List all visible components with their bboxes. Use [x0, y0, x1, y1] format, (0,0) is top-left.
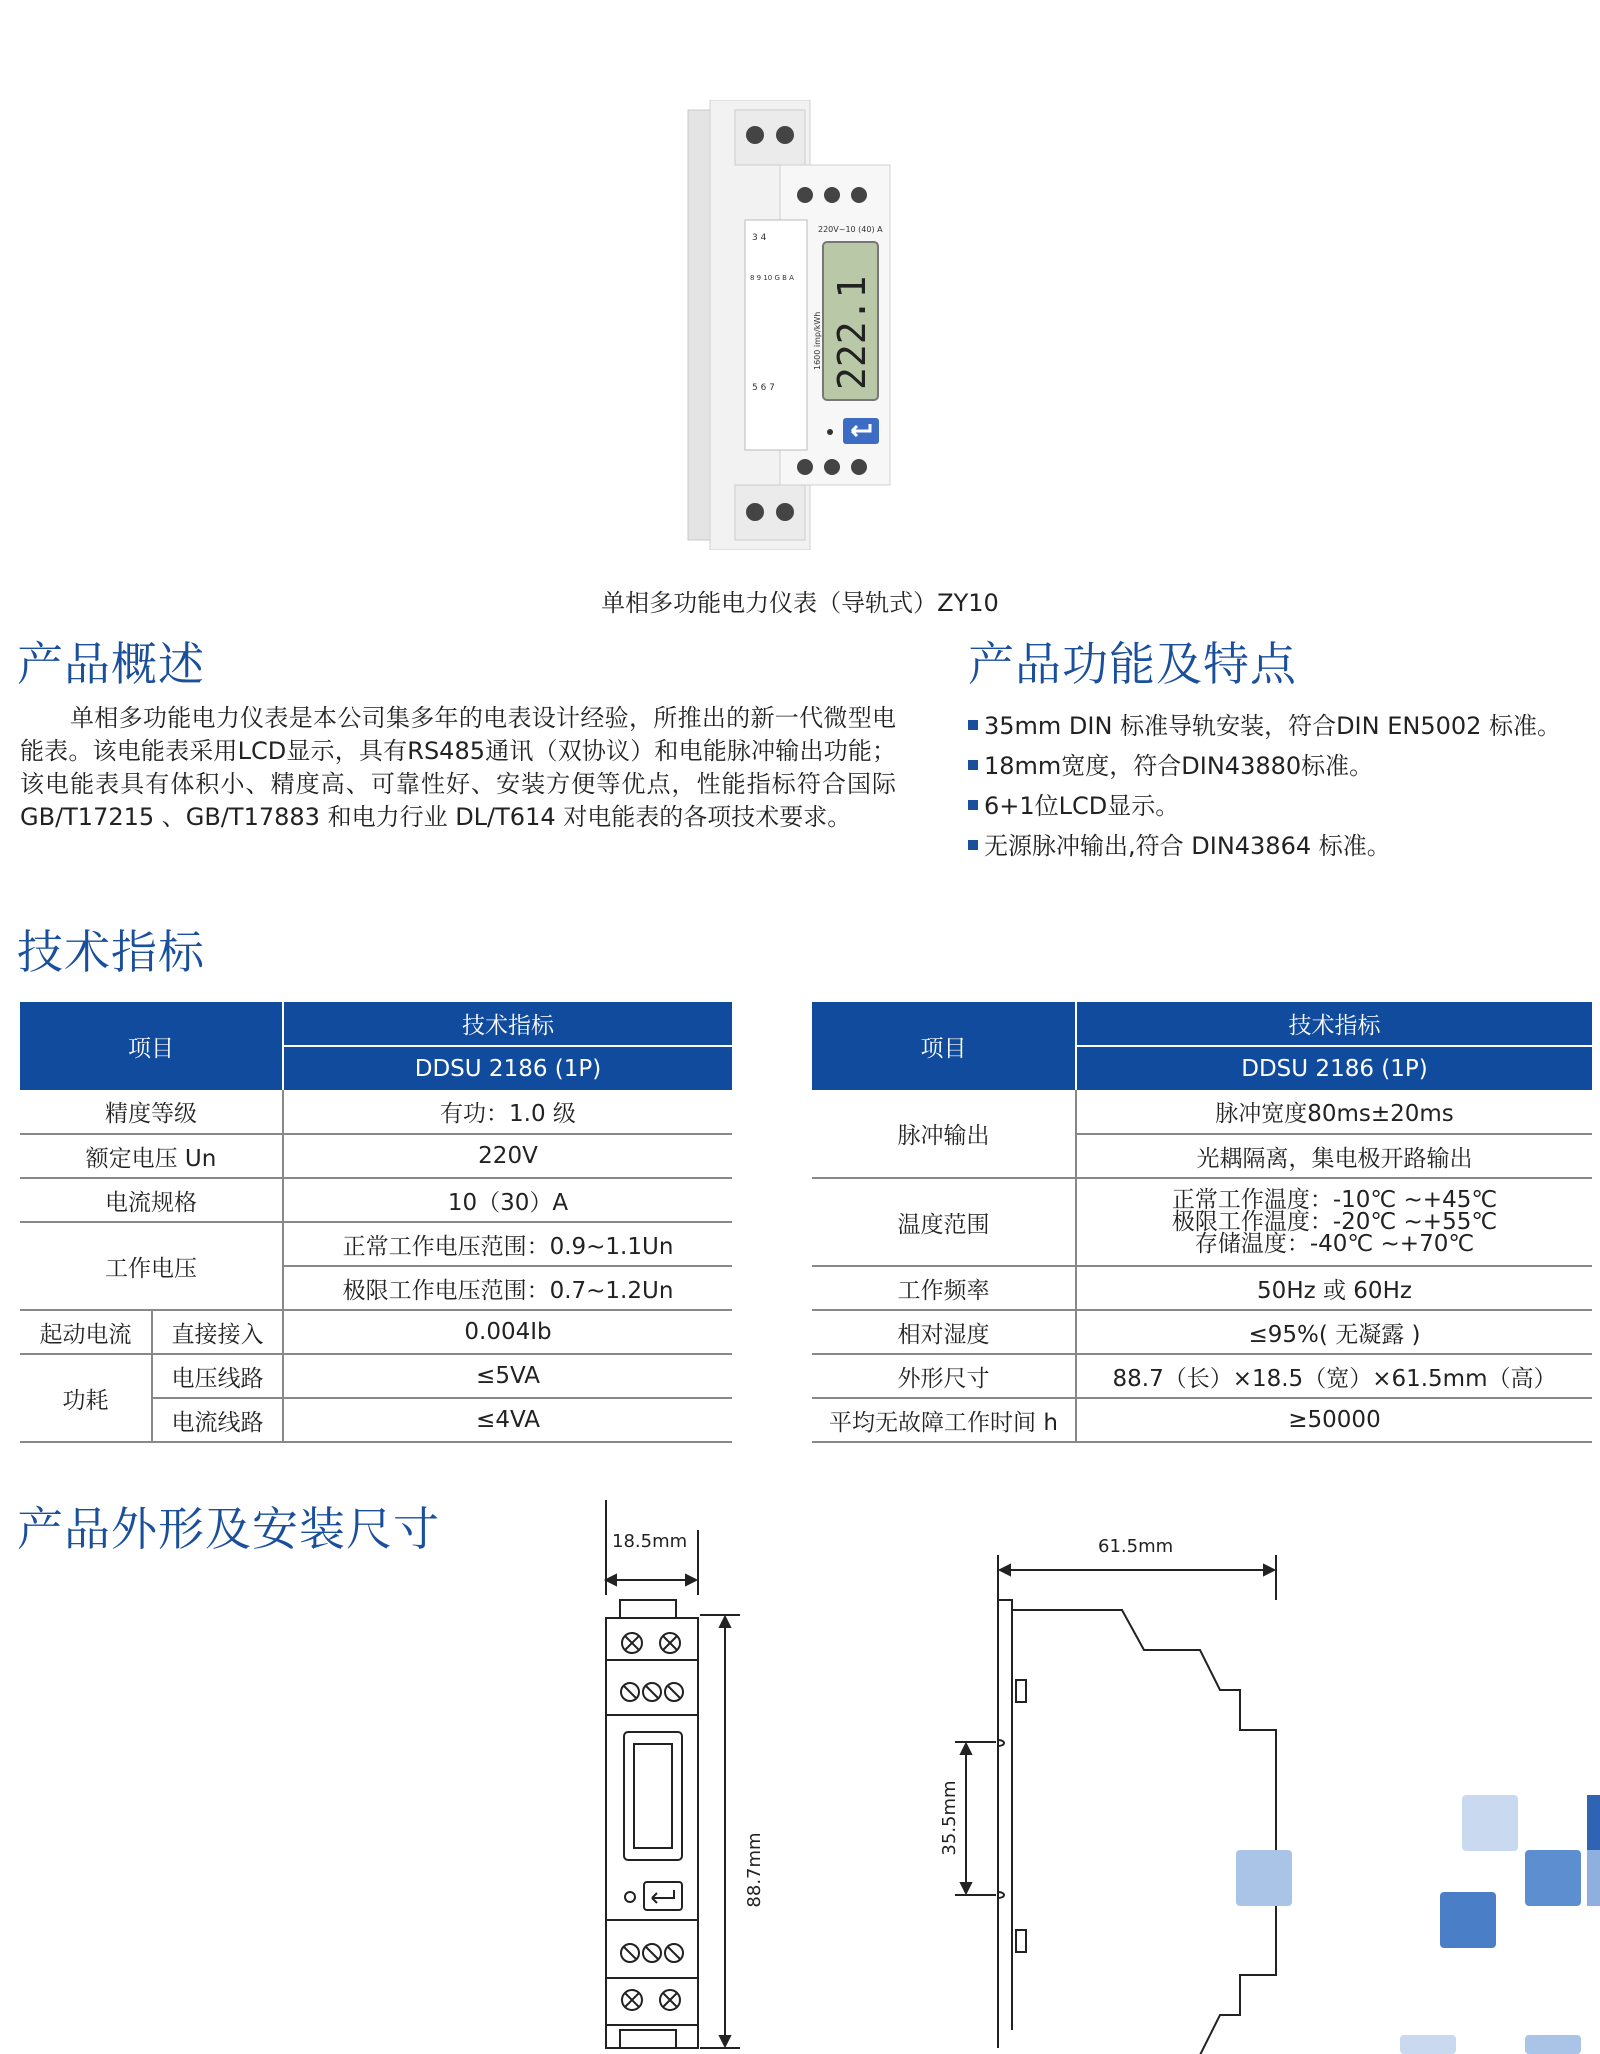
- depth-label: 61.5mm: [1098, 1536, 1174, 1557]
- feature-item: 35mm DIN 标准导轨安装，符合DIN EN5002 标准。: [968, 706, 1561, 746]
- rating-label: 220V~10 (40) A: [818, 225, 883, 234]
- features-list: [968, 706, 1561, 866]
- row-sublabel: 直接接入: [152, 1310, 283, 1354]
- side-view: [955, 1555, 1276, 2054]
- spec-title: 技术指标: [17, 925, 205, 979]
- row-label: 温度范围: [812, 1178, 1076, 1266]
- row-label: 精度等级: [20, 1090, 283, 1134]
- row-value: 220V: [283, 1134, 732, 1178]
- row-value: 光耦隔离，集电极开路输出: [1076, 1134, 1592, 1178]
- terminal-label-bottom: 5 6 7: [752, 383, 775, 393]
- row-sublabel: 电压线路: [152, 1354, 283, 1398]
- width-label: 18.5mm: [612, 1531, 688, 1552]
- row-label: 外形尺寸: [812, 1354, 1076, 1398]
- lcd-reading: 222.1: [830, 275, 874, 390]
- height-label: 88.7mm: [744, 1832, 765, 1908]
- header-model: DDSU 2186 (1P): [1076, 1046, 1592, 1090]
- spec-table-right: [812, 1002, 1592, 1443]
- row-value: 0.004Ib: [283, 1310, 732, 1354]
- row-sublabel: 电流线路: [152, 1398, 283, 1442]
- temp-normal: 正常工作温度：-10℃ ~+45℃: [1171, 1187, 1498, 1213]
- front-view: [606, 1500, 740, 2048]
- temp-storage: 存储温度：-40℃ ~+70℃: [1194, 1231, 1475, 1257]
- row-value: 脉冲宽度80ms±20ms: [1076, 1090, 1592, 1134]
- row-value: 有功：1.0 级: [283, 1090, 732, 1134]
- row-value: 正常工作电压范围：0.9~1.1Un: [283, 1222, 732, 1266]
- dimensions-title: 产品外形及安装尺寸: [17, 1502, 440, 1556]
- row-value: 极限工作电压范围：0.7~1.2Un: [283, 1266, 732, 1310]
- row-label: 脉冲输出: [812, 1090, 1076, 1178]
- product-photo: [680, 100, 930, 550]
- bullet-icon: [968, 840, 978, 850]
- feature-item: 无源脉冲输出,符合 DIN43864 标准。: [968, 826, 1561, 866]
- spec-table-left: [20, 1002, 732, 1443]
- overview-title: 产品概述: [17, 637, 205, 691]
- features-title: 产品功能及特点: [968, 637, 1297, 691]
- row-label: 平均无故障工作时间 h: [812, 1398, 1076, 1442]
- product-caption: 单相多功能电力仪表（导轨式）ZY10: [601, 589, 999, 617]
- row-label: 相对湿度: [812, 1310, 1076, 1354]
- terminal-label-top: 3 4: [752, 233, 767, 243]
- row-value: ≥50000: [1076, 1398, 1592, 1442]
- header-item: 项目: [812, 1002, 1076, 1090]
- bullet-icon: [968, 720, 978, 730]
- row-label: 额定电压 Un: [20, 1134, 283, 1178]
- overview-text: 单相多功能电力仪表是本公司集多年的电表设计经验，所推出的新一代微型电能表。该电能表采用LCD显示，具有RS485通讯（双协议）和电能脉冲输出功能；该电能表具有体积小、精度高、可靠性好、安装方便等优点，性能指标符合国际GB/T17215 、GB/T17883 和电力行业 DL/T614 对电能表的各项技术要求。: [20, 704, 896, 831]
- bullet-icon: [968, 760, 978, 770]
- row-value: 50Hz 或 60Hz: [1076, 1266, 1592, 1310]
- row-label: 工作电压: [20, 1222, 283, 1310]
- feature-item: 6+1位LCD显示。: [968, 786, 1561, 826]
- row-value: 10（30）A: [283, 1178, 732, 1222]
- bullet-icon: [968, 800, 978, 810]
- row-value: 88.7（长）×18.5（宽）×61.5mm（高）: [1076, 1354, 1592, 1398]
- header-item: 项目: [20, 1002, 283, 1090]
- terminal-label-mid: 8 9 10 G B A: [750, 274, 794, 282]
- header-model: DDSU 2186 (1P): [283, 1046, 732, 1090]
- temp-limit: 极限工作温度：-20℃ ~+55℃: [1171, 1209, 1498, 1235]
- impulse-label: 1600 imp/kWh: [813, 311, 822, 370]
- header-spec: 技术指标: [283, 1002, 732, 1046]
- row-label: 电流规格: [20, 1178, 283, 1222]
- decorative-squares: [1236, 1795, 1600, 2054]
- row-value-temperature: [1076, 1178, 1592, 1266]
- feature-item: 18mm宽度，符合DIN43880标准。: [968, 746, 1561, 786]
- rail-label: 35.5mm: [939, 1780, 960, 1856]
- dimension-drawings: [0, 1500, 1600, 2054]
- row-value: ≤5VA: [283, 1354, 732, 1398]
- row-label: 工作频率: [812, 1266, 1076, 1310]
- row-value: ≤95%( 无凝露 ): [1076, 1310, 1592, 1354]
- row-label: 起动电流: [20, 1310, 152, 1354]
- header-spec: 技术指标: [1076, 1002, 1592, 1046]
- row-label: 功耗: [20, 1354, 152, 1442]
- row-value: ≤4VA: [283, 1398, 732, 1442]
